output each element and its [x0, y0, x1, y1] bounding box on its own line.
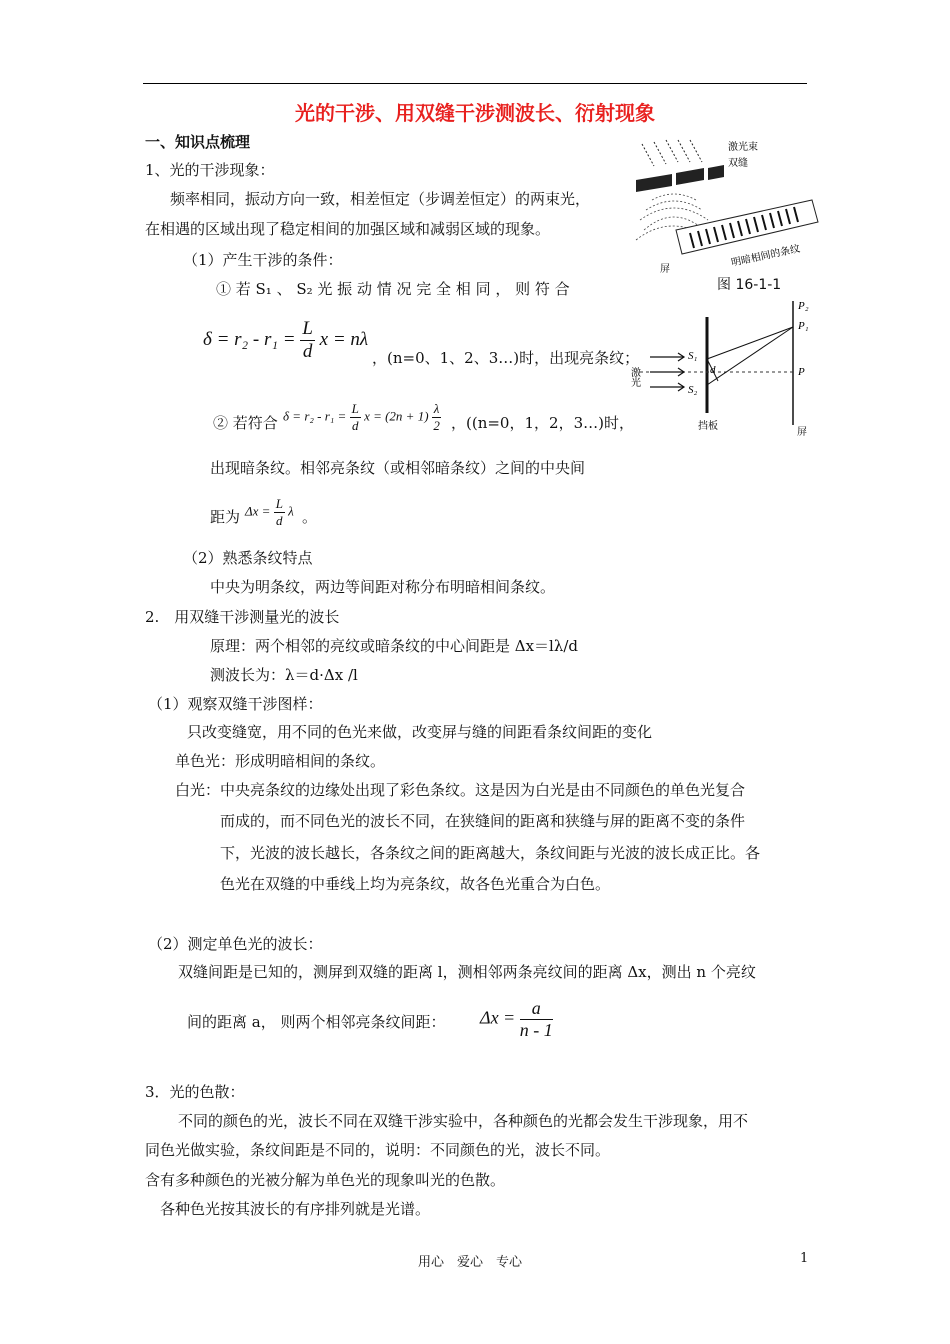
condition-2-prefix: ② 若符合: [213, 414, 278, 432]
formula-bright-condition: ，(n=0、1、2、3…)时，出现亮条纹；: [372, 349, 640, 367]
measure-text: 测波长为：λ＝d·Δx /l: [210, 666, 358, 684]
double-slit-figure: [632, 138, 822, 278]
page-title: 光的干涉、用双缝干涉测波长、衍射现象: [295, 101, 655, 125]
observe-line: 只改变缝宽，用不同的色光来做，改变屏与缝的间距看条纹间距的变化: [187, 723, 653, 741]
white-light-line: 而成的，而不同色光的波长不同，在狭缝间的距离和狭缝与屏的距离不变的条件: [220, 812, 746, 830]
figure-caption: 图 16-1-1: [717, 277, 782, 293]
top-rule: [143, 83, 807, 84]
paragraph-line: 频率相同，振动方向一致，相差恒定（步调差恒定）的两束光，: [170, 190, 591, 208]
formula-dark: δ = r₂ - r₁ = $\frac{L}{d}$ x = (2n + 1) $\frac{\lambda}{2}$: [283, 401, 440, 433]
dispersion-line: 不同的颜色的光，波长不同在双缝干涉实验中，各种颜色的光都会发生干涉现象，用不: [178, 1112, 749, 1130]
condition-1: ① 若 S₁ 、 S₂ 光 振 动 情 况 完 全 相 同 ， 则 符 合: [216, 280, 570, 298]
white-light-line: 白光：中央亮条纹的边缘处出现了彩色条纹。这是因为白光是由不同颜色的单色光复合: [175, 781, 746, 799]
formula-spacing: Δx = $\frac{L}{d}$ λ: [245, 496, 294, 528]
section-heading: 一、知识点梳理: [145, 133, 251, 151]
footer-motto: 用心 爱心 专心: [418, 1255, 523, 1270]
laser-side-label: 激光: [628, 367, 640, 387]
geometry-figure: [630, 295, 820, 440]
condition-title: （1）产生干涉的条件：: [183, 251, 343, 269]
spacing-prefix: 距为: [210, 508, 241, 526]
item-2-heading: 2. 用双缝干涉测量光的波长: [145, 608, 340, 626]
fringe-label: 明暗相间的条纹: [730, 243, 802, 269]
white-light-line: 下，光波的波长越长，各条纹之间的距离越大，条纹间距与光波的波长成正比。各: [220, 844, 761, 862]
white-light-line: 色光在双缝的中垂线上均为亮条纹，故各色光重合为白色。: [220, 875, 611, 893]
mono-line: 间的距离 a， 则两个相邻亮条纹间距：: [187, 1013, 446, 1031]
p1-label: P₁: [798, 320, 809, 332]
principle-text: 原理：两个相邻的亮纹或暗条纹的中心间距是 Δx＝lλ/d: [210, 637, 579, 655]
paragraph-line: 在相遇的区域出现了稳定相间的加强区域和减弱区域的现象。: [145, 220, 551, 238]
observe-title: （1）观察双缝干涉图样：: [148, 695, 323, 713]
condition-2-suffix: ，((n=0，1，2，3…)时，: [451, 414, 634, 432]
item-1-heading: 1、光的干涉现象：: [145, 161, 275, 179]
formula-bright: δ = r₂ - r₁ = $\frac{L}{d}$ x = nλ: [203, 318, 369, 362]
page-number: 1: [800, 1251, 809, 1266]
mono-title: （2）测定单色光的波长：: [148, 935, 323, 953]
p-label: P: [798, 366, 805, 378]
item-3-heading: 3．光的色散：: [145, 1083, 245, 1101]
dispersion-line: 各种色光按其波长的有序排列就是光谱。: [160, 1200, 431, 1218]
feature-text: 中央为明条纹，两边等间距对称分布明暗相间条纹。: [210, 578, 556, 596]
screen-label: 屏: [660, 264, 670, 275]
p2-label: P₂: [798, 300, 809, 312]
d-label: d: [710, 364, 716, 376]
laser-label: 激光束: [728, 142, 758, 153]
formula-mono: Δx = $\frac{a}{n - 1}$: [480, 998, 553, 1040]
dispersion-line: 同色光做实验，条纹间距是不同的，说明：不同颜色的光，波长不同。: [145, 1141, 611, 1159]
feature-title: （2）熟悉条纹特点: [183, 549, 313, 567]
spacing-suffix: 。: [302, 508, 318, 526]
paragraph-line: 出现暗条纹。相邻亮条纹（或相邻暗条纹）之间的中央间: [210, 459, 586, 477]
s1-label: S₁: [688, 350, 698, 362]
barrier-label: 挡板: [698, 421, 718, 432]
mono-line: 双缝间距是已知的，测屏到双缝的距离 l，测相邻两条亮纹间的距离 Δx，测出 n 个亮纹: [178, 963, 756, 981]
s2-label: S₂: [688, 384, 698, 396]
observe-line: 单色光：形成明暗相间的条纹。: [175, 752, 386, 770]
slit-label: 双缝: [728, 158, 748, 169]
dispersion-line: 含有多种颜色的光被分解为单色光的现象叫光的色散。: [145, 1171, 506, 1189]
screen-side-label: 屏: [797, 427, 807, 438]
